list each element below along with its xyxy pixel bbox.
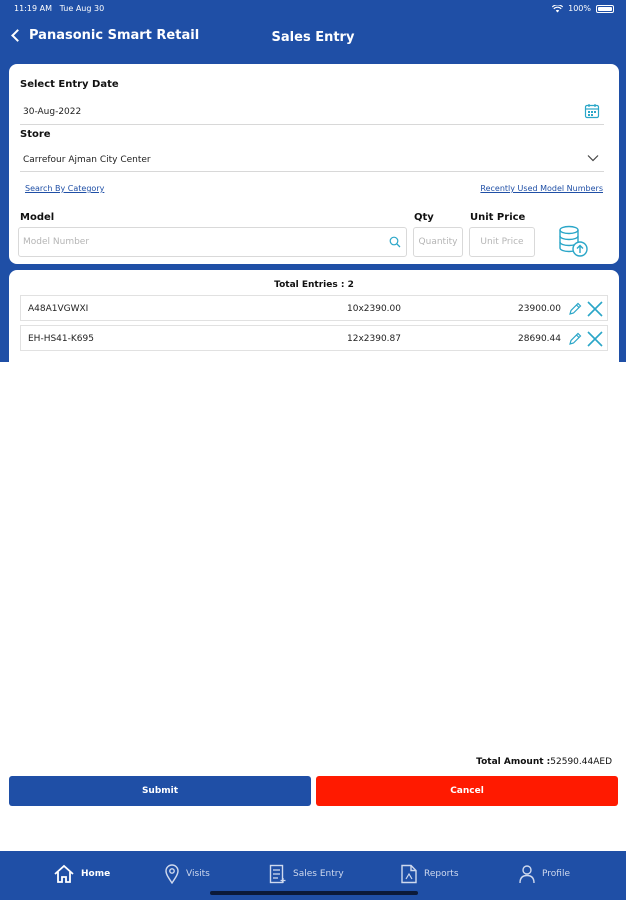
entry-model: A48A1VGWXI — [28, 304, 89, 314]
tab-label: Reports — [424, 869, 459, 879]
calendar-icon[interactable] — [584, 103, 600, 119]
unit-price-label: Unit Price — [470, 212, 526, 223]
total-amount-value: 52590.44AED — [550, 757, 612, 767]
model-number-input[interactable]: Model Number — [18, 227, 407, 257]
tab-visits[interactable] — [164, 861, 210, 887]
tab-sales-entry[interactable] — [269, 861, 344, 887]
status-bar — [0, 0, 626, 18]
back-label: Panasonic Smart Retail — [29, 28, 200, 43]
entry-model: EH-HS41-K695 — [28, 334, 94, 344]
home-indicator — [210, 891, 418, 895]
tab-reports[interactable] — [400, 861, 459, 887]
location-pin-icon — [164, 864, 180, 884]
cancel-button[interactable]: Cancel — [316, 776, 618, 806]
tab-label: Home — [81, 869, 111, 879]
delete-x-icon[interactable] — [586, 330, 604, 348]
home-icon — [53, 864, 75, 884]
person-icon — [518, 864, 536, 884]
store-select[interactable]: Carrefour Ajman City Center — [23, 155, 151, 165]
model-label: Model — [20, 212, 55, 223]
tab-label: Visits — [186, 869, 210, 879]
battery-percent: 100% — [568, 4, 591, 13]
chevron-down-icon[interactable] — [587, 154, 599, 162]
quantity-input[interactable]: Quantity — [413, 227, 463, 257]
entry-calculation: 10x2390.00 — [347, 304, 401, 314]
navigation-bar — [0, 22, 626, 56]
entry-date-field[interactable]: 30-Aug-2022 — [23, 107, 82, 117]
search-icon[interactable] — [389, 236, 401, 248]
edit-pencil-icon[interactable] — [567, 331, 583, 347]
qty-label: Qty — [414, 212, 434, 223]
entry-date-label: Select Entry Date — [20, 79, 119, 90]
database-upload-icon[interactable] — [556, 224, 590, 258]
entry-amount: 28690.44 — [518, 334, 561, 344]
search-by-category-link[interactable]: Search By Category — [25, 184, 105, 193]
recently-used-models-link[interactable]: Recently Used Model Numbers — [480, 184, 603, 193]
entry-form-card — [9, 64, 619, 264]
tab-profile[interactable] — [518, 861, 570, 887]
delete-x-icon[interactable] — [586, 300, 604, 318]
tab-label: Sales Entry — [293, 869, 344, 879]
submit-button[interactable]: Submit — [9, 776, 311, 806]
total-amount-label: Total Amount : — [476, 757, 551, 767]
total-amount — [476, 757, 612, 767]
tab-label: Profile — [542, 869, 570, 879]
edit-pencil-icon[interactable] — [567, 301, 583, 317]
entries-card — [9, 270, 619, 362]
divider — [20, 171, 604, 172]
table-row — [20, 295, 608, 321]
divider — [20, 124, 604, 125]
table-row — [20, 325, 608, 351]
tab-home[interactable] — [53, 861, 110, 887]
status-time: 11:19 AM Tue Aug 30 — [14, 4, 105, 13]
report-document-icon — [400, 864, 418, 884]
page-title: Sales Entry — [271, 30, 355, 45]
store-label: Store — [20, 129, 51, 140]
entry-calculation: 12x2390.87 — [347, 334, 401, 344]
sales-entry-icon — [269, 864, 287, 884]
unit-price-input[interactable]: Unit Price — [469, 227, 535, 257]
wifi-icon — [552, 5, 563, 13]
total-entries: Total Entries : 2 — [274, 280, 354, 290]
entry-amount: 23900.00 — [518, 304, 561, 314]
battery-icon — [596, 5, 614, 13]
